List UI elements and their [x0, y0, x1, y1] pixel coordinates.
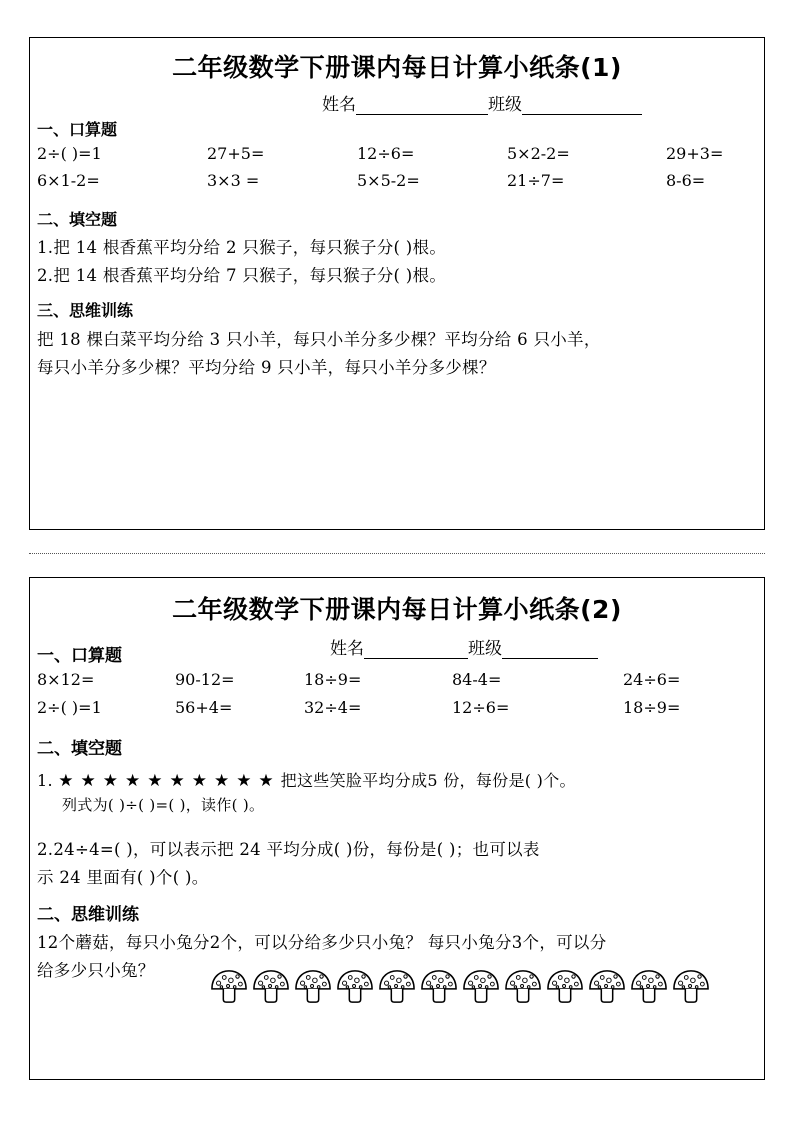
section-thinking: 二、思维训练	[37, 905, 139, 925]
mushroom-icon	[630, 968, 668, 1004]
fill-question-2-line-2: 示 24 里面有( )个( )。	[37, 868, 209, 887]
mushroom-icon	[294, 968, 332, 1004]
oral-problem: 5×2-2=	[507, 144, 570, 163]
mushroom-icon	[336, 968, 374, 1004]
card2-name-class	[330, 634, 598, 659]
card1-name-class	[322, 90, 642, 115]
card2-title: 二年级数学下册课内每日计算小纸条(2)	[172, 595, 622, 624]
card1-title: 二年级数学下册课内每日计算小纸条(1)	[172, 53, 622, 82]
class-field[interactable]	[502, 641, 598, 659]
mushroom-icon	[588, 968, 626, 1004]
oral-problem: 32÷4=	[304, 698, 362, 717]
cut-line-divider	[29, 553, 765, 554]
mushroom-icon	[672, 968, 710, 1004]
worksheet-card-1	[29, 37, 765, 530]
oral-problem: 90-12=	[175, 670, 235, 689]
oral-row-2	[37, 698, 764, 720]
q1-text: 把这些笑脸平均分成5 份，每份是( )个。	[280, 771, 576, 790]
section-oral: 一、口算题	[37, 646, 122, 666]
oral-problem: 56+4=	[175, 698, 233, 717]
thinking-line-1: 把 18 棵白菜平均分给 3 只小羊，每只小羊分多少棵？平均分给 6 只小羊，	[37, 330, 601, 349]
name-label: 姓名	[322, 95, 356, 115]
oral-problem: 29+3=	[666, 144, 724, 163]
oral-problem: 2÷( )=1	[37, 698, 102, 717]
oral-problem: 5×5-2=	[357, 171, 420, 190]
oral-problem: 12÷6=	[452, 698, 510, 717]
oral-problem: 27+5=	[207, 144, 265, 163]
class-field[interactable]	[522, 97, 642, 115]
star-icons: ★★★★★★★★★★	[58, 771, 281, 791]
fill-question-1	[37, 768, 576, 791]
oral-problem: 18÷9=	[304, 670, 362, 689]
oral-problem: 21÷7=	[507, 171, 565, 190]
thinking-line-2: 每只小羊分多少棵？平均分给 9 只小羊，每只小羊分多少棵？	[37, 358, 496, 377]
mushroom-icon	[252, 968, 290, 1004]
class-label: 班级	[488, 95, 522, 115]
mushroom-icon	[210, 968, 248, 1004]
name-field[interactable]	[356, 97, 488, 115]
thinking-line-2: 给多少只小兔？	[37, 961, 155, 980]
mushroom-icon	[420, 968, 458, 1004]
oral-problem: 84-4=	[452, 670, 502, 689]
name-label: 姓名	[330, 639, 364, 659]
oral-row-1	[37, 670, 764, 692]
oral-row-1	[37, 144, 764, 166]
section-fill: 二、填空题	[37, 210, 118, 229]
fill-question-2: 2.把 14 根香蕉平均分给 7 只猴子，每只猴子分( )根。	[37, 266, 447, 285]
mushroom-icon	[504, 968, 542, 1004]
mushroom-icon	[462, 968, 500, 1004]
oral-problem: 12÷6=	[357, 144, 415, 163]
oral-problem: 2÷( )=1	[37, 144, 102, 163]
class-label: 班级	[468, 639, 502, 659]
section-fill: 二、填空题	[37, 739, 122, 759]
mushroom-icon	[546, 968, 584, 1004]
mushroom-group	[210, 968, 710, 1004]
fill-question-2-line-1: 2.24÷4=( )，可以表示把 24 平均分成( )份，每份是( )；也可以表	[37, 840, 540, 859]
section-oral: 一、口算题	[37, 120, 118, 139]
oral-problem: 18÷9=	[623, 698, 681, 717]
fill-question-1-formula: 列式为( )÷( )=( )，读作( )。	[62, 796, 265, 814]
fill-question-1: 1.把 14 根香蕉平均分给 2 只猴子，每只猴子分( )根。	[37, 238, 447, 257]
q1-number: 1.	[37, 771, 53, 790]
oral-problem: 6×1-2=	[37, 171, 100, 190]
oral-problem: 8×12=	[37, 670, 95, 689]
section-thinking: 三、思维训练	[37, 301, 134, 320]
name-field[interactable]	[364, 641, 468, 659]
oral-problem: 3×3 =	[207, 171, 260, 190]
oral-problem: 24÷6=	[623, 670, 681, 689]
oral-row-2	[37, 171, 764, 193]
worksheet-card-2	[29, 577, 765, 1080]
thinking-line-1: 12个蘑菇，每只小兔分2个，可以分给多少只小兔？ 每只小兔分3个，可以分	[37, 933, 607, 952]
oral-problem: 8-6=	[666, 171, 706, 190]
mushroom-icon	[378, 968, 416, 1004]
